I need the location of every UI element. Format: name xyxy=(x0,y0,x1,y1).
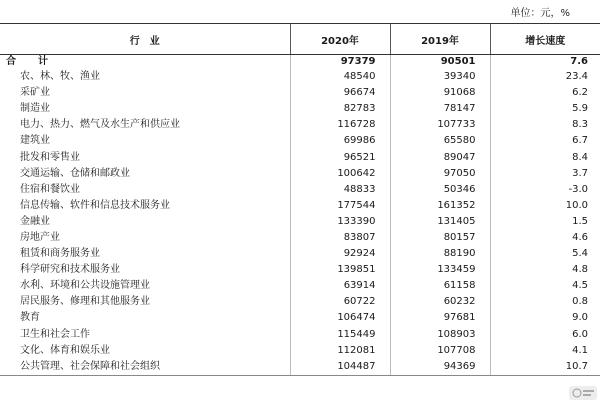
header-2020: 2020年 xyxy=(290,24,390,55)
growth-rate: 3.7 xyxy=(490,166,600,182)
table-row xyxy=(0,343,600,359)
value-2020: 106474 xyxy=(290,310,390,326)
value-2020: 139851 xyxy=(290,262,390,278)
table-row xyxy=(0,230,600,246)
table-row xyxy=(0,294,600,310)
growth-rate: 4.8 xyxy=(490,262,600,278)
value-2019: 94369 xyxy=(390,359,490,376)
industry-name: 制造业 xyxy=(20,103,50,115)
total-row xyxy=(0,55,600,70)
value-2019: 61158 xyxy=(390,278,490,294)
industry-name: 居民服务、修理和其他服务业 xyxy=(20,296,150,308)
industry-name: 采矿业 xyxy=(20,87,50,99)
header-industry: 行 业 xyxy=(0,24,290,55)
industry-name: 电力、热力、燃气及水生产和供应业 xyxy=(20,119,180,131)
value-2019: 78147 xyxy=(390,101,490,117)
industry-name: 交通运输、仓储和邮政业 xyxy=(20,167,130,179)
value-2020: 82783 xyxy=(290,101,390,117)
growth-rate: 9.0 xyxy=(490,310,600,326)
growth-rate: 4.1 xyxy=(490,343,600,359)
industry-name: 水利、环境和公共设施管理业 xyxy=(20,280,150,292)
industry-name: 科学研究和技术服务业 xyxy=(20,264,120,276)
value-2019: 131405 xyxy=(390,214,490,230)
table-row xyxy=(0,327,600,343)
table-row xyxy=(0,246,600,262)
growth-rate: 5.9 xyxy=(490,101,600,117)
growth-rate: 10.7 xyxy=(490,359,600,376)
value-2019: 108903 xyxy=(390,327,490,343)
value-2020: 96674 xyxy=(290,85,390,101)
total-2020: 97379 xyxy=(290,55,390,70)
table-row xyxy=(0,117,600,133)
table-row xyxy=(0,198,600,214)
value-2019: 50346 xyxy=(390,182,490,198)
growth-rate: 8.3 xyxy=(490,117,600,133)
table-row xyxy=(0,262,600,278)
watermark-logo xyxy=(568,384,598,402)
industry-name: 文化、体育和娱乐业 xyxy=(20,344,110,356)
table-header xyxy=(0,24,600,55)
table-row xyxy=(0,359,600,376)
value-2020: 104487 xyxy=(290,359,390,376)
value-2019: 97681 xyxy=(390,310,490,326)
growth-rate: -3.0 xyxy=(490,182,600,198)
value-2020: 112081 xyxy=(290,343,390,359)
industry-name: 房地产业 xyxy=(20,231,60,243)
industry-name: 公共管理、社会保障和社会组织 xyxy=(0,359,290,376)
value-2020: 100642 xyxy=(290,166,390,182)
table-row xyxy=(0,310,600,326)
value-2019: 97050 xyxy=(390,166,490,182)
value-2019: 88190 xyxy=(390,246,490,262)
table-row xyxy=(0,149,600,165)
value-2019: 60232 xyxy=(390,294,490,310)
table-row xyxy=(0,166,600,182)
industry-name: 批发和零售业 xyxy=(20,151,80,163)
total-name: 合 计 xyxy=(6,56,54,67)
industry-name: 教育 xyxy=(20,312,40,324)
value-2019: 161352 xyxy=(390,198,490,214)
growth-rate: 1.5 xyxy=(490,214,600,230)
value-2020: 48540 xyxy=(290,69,390,85)
growth-rate: 0.8 xyxy=(490,294,600,310)
value-2019: 133459 xyxy=(390,262,490,278)
table-row xyxy=(0,214,600,230)
growth-rate: 6.0 xyxy=(490,327,600,343)
table-row xyxy=(0,69,600,85)
industry-name: 住宿和餐饮业 xyxy=(20,183,80,195)
industry-name: 金融业 xyxy=(20,215,50,227)
industry-name: 信息传输、软件和信息技术服务业 xyxy=(20,199,170,211)
value-2020: 48833 xyxy=(290,182,390,198)
header-growth: 增长速度 xyxy=(490,24,600,55)
industry-name: 卫生和社会工作 xyxy=(20,328,90,340)
table-row xyxy=(0,182,600,198)
value-2020: 60722 xyxy=(290,294,390,310)
growth-rate: 8.4 xyxy=(490,149,600,165)
value-2020: 92924 xyxy=(290,246,390,262)
value-2020: 177544 xyxy=(290,198,390,214)
growth-rate: 5.4 xyxy=(490,246,600,262)
value-2019: 107733 xyxy=(390,117,490,133)
header-2019: 2019年 xyxy=(390,24,490,55)
value-2019: 39340 xyxy=(390,69,490,85)
industry-name: 农、林、牧、渔业 xyxy=(20,71,100,83)
table-row xyxy=(0,85,600,101)
value-2019: 91068 xyxy=(390,85,490,101)
growth-rate: 4.6 xyxy=(490,230,600,246)
total-2019: 90501 xyxy=(390,55,490,70)
value-2019: 107708 xyxy=(390,343,490,359)
growth-rate: 10.0 xyxy=(490,198,600,214)
value-2020: 116728 xyxy=(290,117,390,133)
value-2019: 80157 xyxy=(390,230,490,246)
unit-label: 单位：元，% xyxy=(510,8,570,19)
growth-rate: 6.2 xyxy=(490,85,600,101)
table-row xyxy=(0,133,600,149)
value-2020: 69986 xyxy=(290,133,390,149)
value-2020: 115449 xyxy=(290,327,390,343)
wage-table xyxy=(0,23,600,376)
growth-rate: 6.7 xyxy=(490,133,600,149)
table-row xyxy=(0,278,600,294)
industry-name: 租赁和商务服务业 xyxy=(20,248,100,260)
value-2019: 65580 xyxy=(390,133,490,149)
industry-name: 建筑业 xyxy=(20,135,50,147)
table-row xyxy=(0,101,600,117)
total-growth: 7.6 xyxy=(490,55,600,70)
value-2020: 133390 xyxy=(290,214,390,230)
value-2020: 83807 xyxy=(290,230,390,246)
growth-rate: 4.5 xyxy=(490,278,600,294)
table-body xyxy=(0,55,600,376)
value-2019: 89047 xyxy=(390,149,490,165)
value-2020: 63914 xyxy=(290,278,390,294)
header-row xyxy=(0,24,600,55)
growth-rate: 23.4 xyxy=(490,69,600,85)
value-2020: 96521 xyxy=(290,149,390,165)
